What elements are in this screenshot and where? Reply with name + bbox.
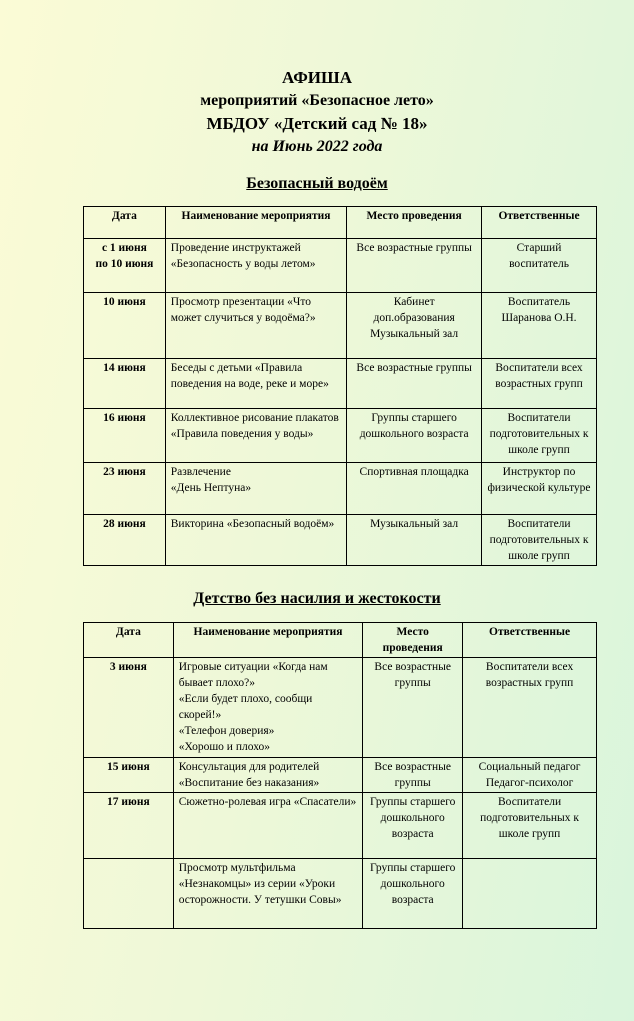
cell-date bbox=[84, 859, 174, 929]
cell-event: Викторина «Безопасный водоём» bbox=[165, 515, 347, 566]
column-header-date: Дата bbox=[84, 623, 174, 658]
cell-event: Проведение инструктажей «Безопасность у воды летом» bbox=[165, 239, 347, 293]
cell-place: Спортивная площадка bbox=[347, 463, 482, 515]
cell-event: Беседы с детьми «Правила поведения на воде, реке и море» bbox=[165, 359, 347, 409]
schedule-table-violence bbox=[83, 622, 597, 929]
cell-responsible: Воспитатели подготовительных к школе групп bbox=[482, 409, 597, 463]
cell-date: 23 июня bbox=[84, 463, 166, 515]
cell-event: Просмотр мультфильма «Незнакомцы» из серии «Уроки осторожности. У тетушки Совы» bbox=[173, 859, 363, 929]
cell-responsible: Инструктор по физической культуре bbox=[482, 463, 597, 515]
cell-place: Группы старшего дошкольного возраста bbox=[363, 859, 463, 929]
table-row bbox=[84, 293, 597, 359]
cell-event: Сюжетно-ролевая игра «Спасатели» bbox=[173, 793, 363, 859]
cell-place: Музыкальный зал bbox=[347, 515, 482, 566]
column-header-responsible: Ответственные bbox=[482, 207, 597, 239]
cell-responsible: Воспитатели всех возрастных групп bbox=[463, 658, 597, 758]
cell-event: Игровые ситуации «Когда нам бывает плохо?» «Если будет плохо, сообщи скорей!» «Телефон доверия» «Хорошо и плохо» bbox=[173, 658, 363, 758]
organization-name: МБДОУ «Детский сад № 18» bbox=[206, 114, 428, 133]
cell-place: Группы старшего дошкольного возраста bbox=[347, 409, 482, 463]
cell-date: 15 июня bbox=[84, 758, 174, 793]
cell-place: Все возрастные группы bbox=[347, 239, 482, 293]
table-row bbox=[84, 658, 597, 758]
section-title-water: Безопасный водоём bbox=[246, 175, 388, 192]
cell-date: 16 июня bbox=[84, 409, 166, 463]
cell-place: Все возрастные группы bbox=[363, 658, 463, 758]
cell-date: 28 июня bbox=[84, 515, 166, 566]
poster-title: АФИША bbox=[282, 68, 352, 87]
table-row bbox=[84, 515, 597, 566]
cell-responsible: Социальный педагог Педагог-психолог bbox=[463, 758, 597, 793]
cell-responsible: Старший воспитатель bbox=[482, 239, 597, 293]
cell-event: Консультация для родителей «Воспитание без наказания» bbox=[173, 758, 363, 793]
table-row bbox=[84, 463, 597, 515]
cell-event: Просмотр презентации «Что может случиться у водоёма?» bbox=[165, 293, 347, 359]
poster-subtitle: мероприятий «Безопасное лето» bbox=[200, 92, 434, 109]
schedule-table-water bbox=[83, 206, 597, 566]
column-header-place: Место проведения bbox=[363, 623, 463, 658]
table-row bbox=[84, 409, 597, 463]
cell-event: Коллективное рисование плакатов «Правила поведения у воды» bbox=[165, 409, 347, 463]
table-header-row bbox=[84, 623, 597, 658]
column-header-responsible: Ответственные bbox=[463, 623, 597, 658]
poster-period: на Июнь 2022 года bbox=[251, 138, 383, 155]
column-header-date: Дата bbox=[84, 207, 166, 239]
cell-place: Кабинет доп.образования Музыкальный зал bbox=[347, 293, 482, 359]
section-title-violence: Детство без насилия и жестокости bbox=[193, 590, 441, 607]
cell-date: с 1 июня по 10 июня bbox=[84, 239, 166, 293]
cell-place: Группы старшего дошкольного возраста bbox=[363, 793, 463, 859]
table-row bbox=[84, 793, 597, 859]
cell-date: 14 июня bbox=[84, 359, 166, 409]
cell-date: 10 июня bbox=[84, 293, 166, 359]
cell-responsible: Воспитатели подготовительных к школе групп bbox=[463, 793, 597, 859]
poster-header bbox=[0, 66, 634, 158]
cell-responsible: Воспитатели подготовительных к школе групп bbox=[482, 515, 597, 566]
table-header-row bbox=[84, 207, 597, 239]
cell-place: Все возрастные группы bbox=[347, 359, 482, 409]
cell-responsible: Воспитатель Шаранова О.Н. bbox=[482, 293, 597, 359]
cell-date: 17 июня bbox=[84, 793, 174, 859]
table-row bbox=[84, 359, 597, 409]
cell-event: Развлечение «День Нептуна» bbox=[165, 463, 347, 515]
cell-responsible: Воспитатели всех возрастных групп bbox=[482, 359, 597, 409]
column-header-place: Место проведения bbox=[347, 207, 482, 239]
column-header-event: Наименование мероприятия bbox=[173, 623, 363, 658]
column-header-event: Наименование мероприятия bbox=[165, 207, 347, 239]
cell-place: Все возрастные группы bbox=[363, 758, 463, 793]
table-row bbox=[84, 758, 597, 793]
cell-responsible bbox=[463, 859, 597, 929]
table-row bbox=[84, 239, 597, 293]
table-row bbox=[84, 859, 597, 929]
cell-date: 3 июня bbox=[84, 658, 174, 758]
